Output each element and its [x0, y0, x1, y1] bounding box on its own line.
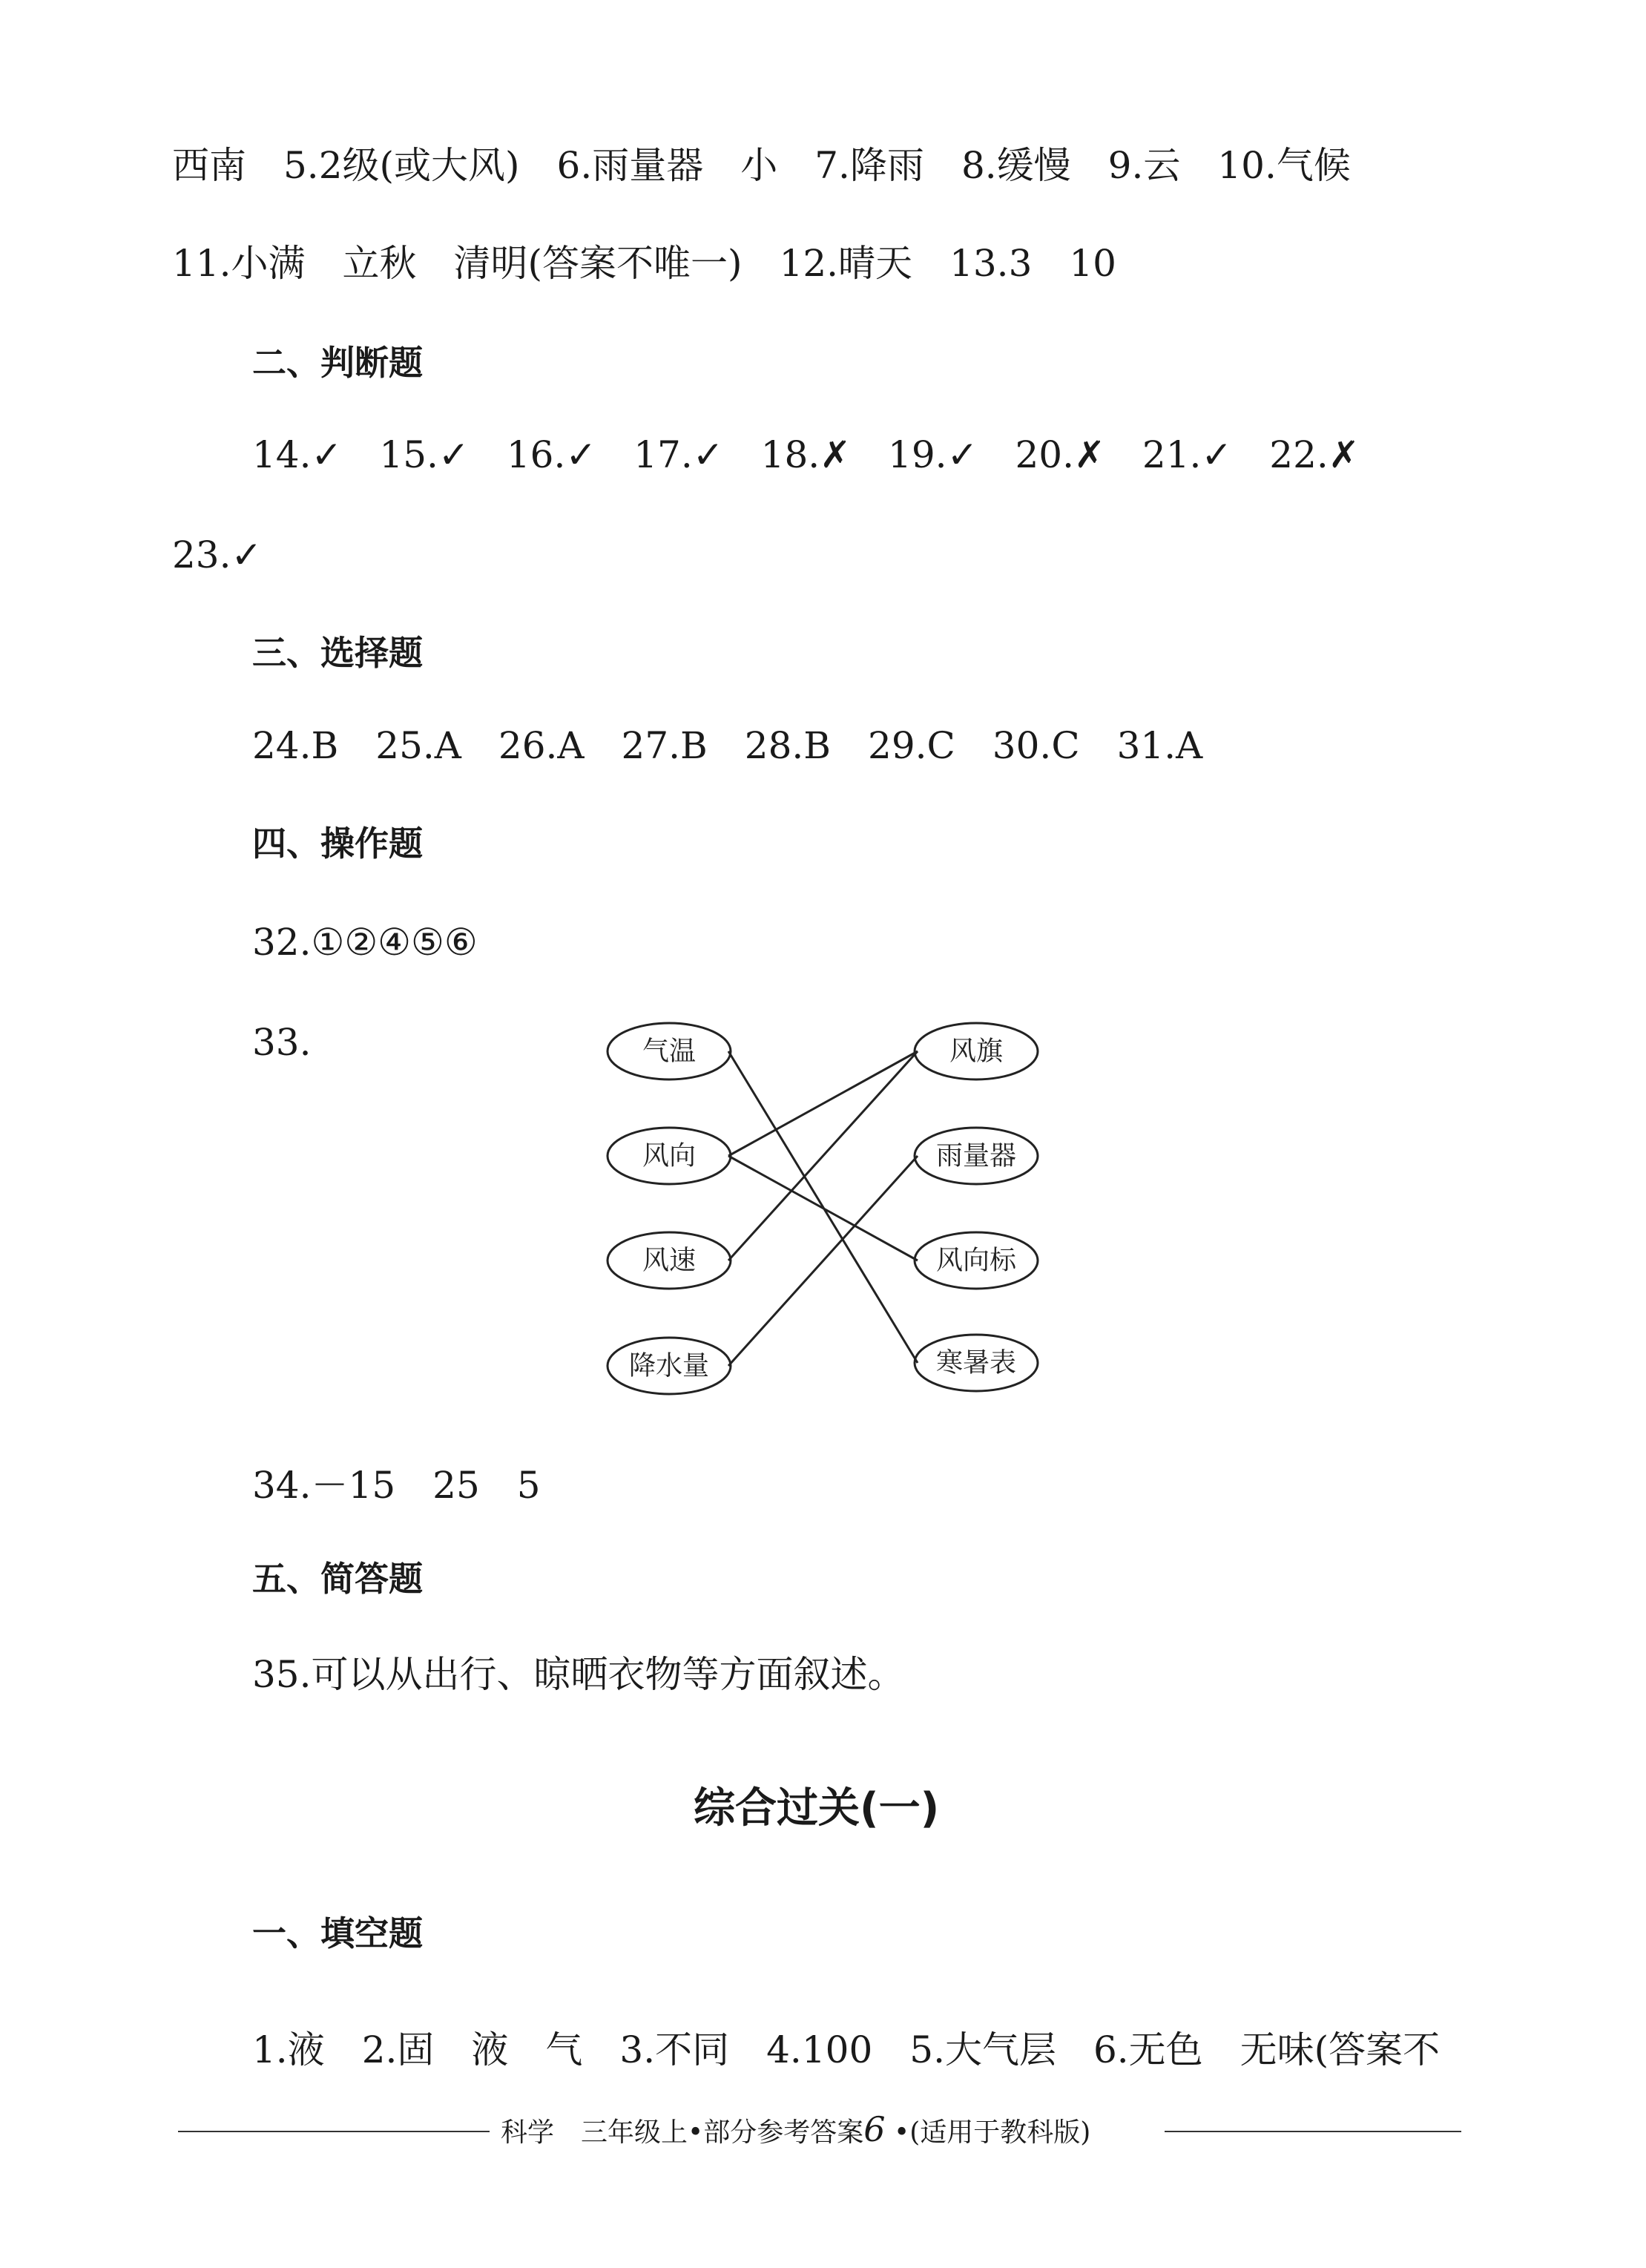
heading-operate: 四、操作题 — [252, 824, 423, 864]
right-label-3: 风向标 — [935, 1245, 1017, 1276]
page-number: 6 — [863, 2109, 886, 2149]
left-label-2: 风向 — [642, 1140, 697, 1171]
answer-line-1: 西南 5.2级(或大风) 6.雨量器 小 7.降雨 8.缓慢 9.云 10.气候 — [172, 144, 1351, 187]
heading-choice: 三、选择题 — [252, 633, 423, 673]
right-label-4: 寒暑表 — [935, 1347, 1017, 1378]
matching-diagram — [593, 1009, 1053, 1424]
answer-line-2: 11.小满 立秋 清明(答案不唯一) 12.晴天 13.3 10 — [172, 242, 1116, 285]
link-direction-flag — [728, 1051, 918, 1156]
section-title: 综合过关(一) — [694, 1784, 940, 1833]
answer-line-8: 34.－15 25 5 — [252, 1464, 541, 1507]
page-footer — [501, 2109, 1090, 2153]
link-rain-gauge — [728, 1156, 918, 1366]
answer-line-5: 24.B 25.A 26.A 27.B 28.B 29.C 30.C 31.A — [252, 724, 1203, 767]
left-label-3: 风速 — [642, 1245, 697, 1276]
footer-rule-left — [178, 2131, 490, 2132]
heading-fill: 一、填空题 — [252, 1913, 423, 1953]
right-label-1: 风旗 — [949, 1036, 1004, 1067]
link-direction-windvane — [728, 1156, 918, 1260]
footer-rule-right — [1165, 2131, 1461, 2132]
answer-line-7: 33. — [252, 1021, 312, 1064]
answer-line-9: 35.可以从出行、晾晒衣物等方面叙述。 — [252, 1653, 905, 1696]
footer-prefix: 科学 三年级上•部分参考答案 — [501, 2117, 864, 2148]
link-speed-flag — [728, 1051, 918, 1260]
heading-short: 五、简答题 — [252, 1559, 423, 1599]
heading-judge: 二、判断题 — [252, 343, 423, 383]
answer-line-3: 14.✓ 15.✓ 16.✓ 17.✓ 18.✗ 19.✓ 20.✗ 21.✓ 22.✗ — [252, 433, 1360, 476]
answer-line-10: 1.液 2.固 液 气 3.不同 4.100 5.大气层 6.无色 无味(答案不 — [252, 2028, 1441, 2071]
footer-suffix: •(适用于教科版) — [885, 2117, 1091, 2148]
answer-line-4: 23.✓ — [172, 533, 263, 576]
answer-line-6: 32.①②④⑤⑥ — [252, 921, 478, 964]
left-label-1: 气温 — [642, 1036, 697, 1067]
right-label-2: 雨量器 — [935, 1140, 1017, 1171]
left-label-4: 降水量 — [628, 1350, 710, 1381]
